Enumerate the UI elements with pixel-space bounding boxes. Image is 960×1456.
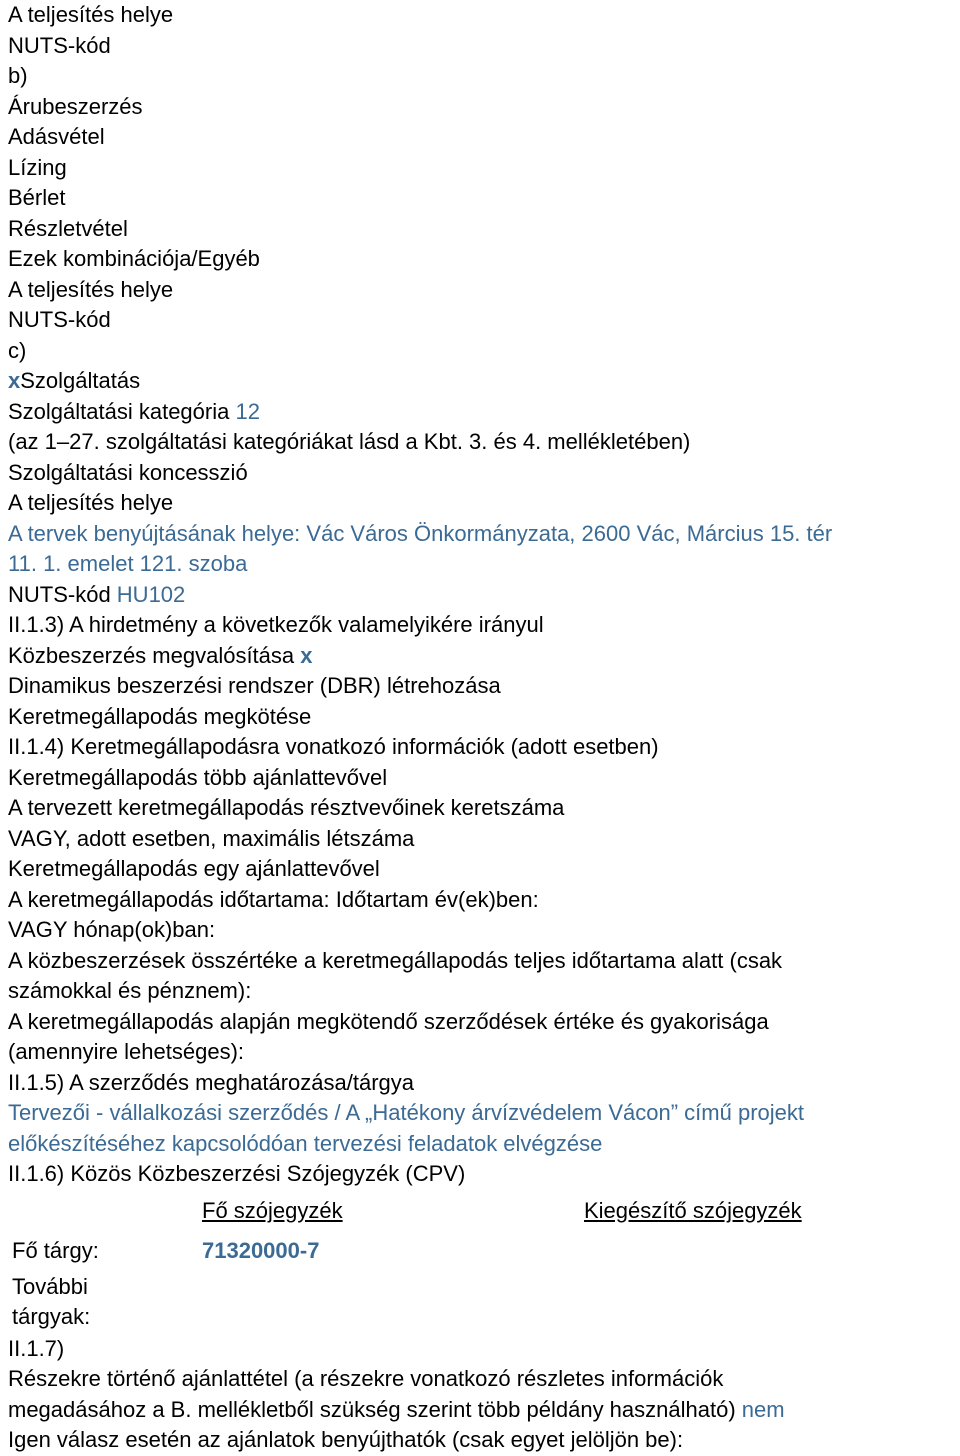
text-line: Részletvétel [8,215,128,241]
additional-objects-label-line2: tárgyak: [12,1303,91,1329]
text-line: b) [8,63,28,88]
submission-place-line: A tervek benyújtásának helye: Vác Város Önkormányzata, 2600 Vác, Március 15. tér [8,520,833,546]
additional-objects-label-line1: További [12,1273,88,1299]
text-line: Szolgáltatási koncesszió [8,459,248,485]
section-heading: II.1.4) Keretmegállapodásra vonatkozó információk (adott esetben) [8,734,659,759]
contract-title-line: Tervezői - vállalkozási szerződés / A „Hatékony árvízvédelem Vácon” című projekt [8,1100,804,1125]
text-line: A teljesítés helye [8,490,174,515]
nuts-code-label: NUTS-kód [8,581,117,607]
text-line: Keretmegállapodás több ajánlattevővel [8,764,388,790]
text-line: Bérlet [8,185,66,210]
text-line: NUTS-kód [8,307,111,332]
text-line: Ezek kombinációja/Egyéb [8,246,260,271]
text-line: Árubeszerzés [8,93,143,119]
text-line: Adásvétel [8,124,105,149]
service-category-line [8,397,960,428]
nuts-code-line [8,580,960,611]
cpv-main-object-row [8,1232,960,1272]
text-line: A tervezett keretmegállapodás résztvevőinek keretszáma [8,795,565,820]
supplementary-vocabulary-header: Kiegészítő szójegyzék [584,1197,802,1223]
procurement-line [8,641,960,672]
service-label: Szolgáltatás [20,368,141,393]
procurement-label: Közbeszerzés megvalósítása [8,642,301,668]
text-line: c) [8,337,27,363]
text-line: A teljesítés helye [8,2,174,27]
procurement-checkmark: x [300,642,313,668]
main-object-label: Fő tárgy: [12,1237,99,1263]
text-line: Lízing [8,154,67,180]
parts-answer-line [8,1395,960,1426]
service-category-label: Szolgáltatási kategória [8,398,236,424]
section-heading: II.1.6) Közös Közbeszerzési Szójegyzék (CPV) [8,1161,466,1186]
text-line: Keretmegállapodás megkötése [8,703,312,729]
text-line: A közbeszerzések összértéke a keretmegállapodás teljes időtartama alatt (csak [8,947,783,973]
text-line: (amennyire lehetséges): [8,1039,245,1064]
submission-place-line-cont: 11. 1. emelet 121. szoba [8,551,248,576]
section-heading: II.1.7) [8,1335,65,1361]
service-line [8,366,960,397]
service-checkmark: x [8,368,21,393]
cpv-additional-objects-row [8,1272,960,1334]
text-line: (az 1–27. szolgáltatási kategóriákat lásd a Kbt. 3. és 4. mellékletében) [8,429,691,454]
text-line: Dinamikus beszerzési rendszer (DBR) létrehozása [8,673,501,698]
main-vocabulary-header: Fő szójegyzék [202,1197,343,1223]
text-line: VAGY, adott esetben, maximális létszáma [8,825,415,851]
text-line: Keretmegállapodás egy ajánlattevővel [8,856,380,881]
parts-answer-value: nem [741,1396,785,1422]
service-category-value: 12 [235,398,260,424]
additional-objects-label [12,1272,90,1332]
text-line: Részekre történő ajánlattétel (a részekre vonatkozó részletes információk [8,1366,724,1391]
text-line: Igen válasz esetén az ajánlatok benyújthatók (csak egyet jelöljön be): [8,1427,684,1452]
text-line: A teljesítés helye [8,276,174,302]
text-line: számokkal és pénznem): [8,978,252,1003]
text-line: NUTS-kód [8,32,111,58]
text-line: VAGY hónap(ok)ban: [8,917,216,942]
text-line: A keretmegállapodás alapján megkötendő szerződések értéke és gyakorisága [8,1008,769,1034]
contract-title-line-cont: előkészítéséhez kapcsolódóan tervezési feladatok elvégzése [8,1130,603,1156]
nuts-code-value: HU102 [116,581,186,607]
section-heading: II.1.5) A szerződés meghatározása/tárgya [8,1069,415,1095]
section-heading: II.1.3) A hirdetmény a következők valamelyikére irányul [8,612,544,637]
parts-answer-label: megadásához a B. mellékletből szükség szerint több példány használható) [8,1396,742,1422]
main-object-code: 71320000-7 [202,1237,320,1263]
cpv-table-header [8,1190,960,1232]
text-line: A keretmegállapodás időtartama: Időtartam év(ek)ben: [8,886,539,912]
